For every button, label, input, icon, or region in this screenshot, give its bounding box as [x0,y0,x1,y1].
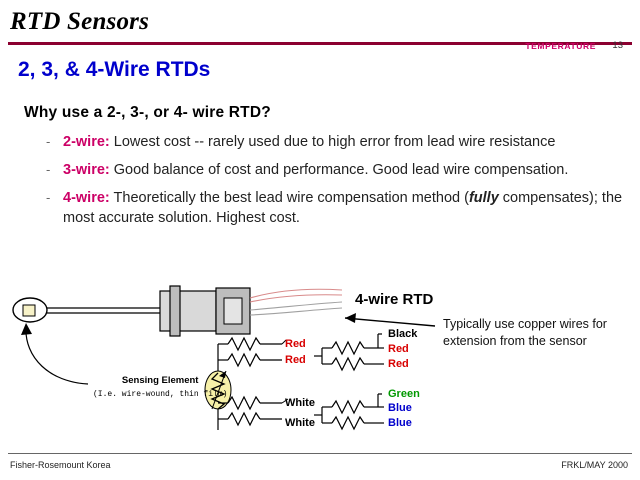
wire-label-red-3: Red [388,343,409,355]
slide-title: 2, 3, & 4-Wire RTDs [18,58,211,81]
list-item [46,188,626,228]
wire-label-green: Green [388,388,420,400]
callout-arrow-icon [345,313,356,323]
bullet-dash-icon: - [46,190,51,205]
bullet-emphasis: fully [468,190,499,206]
wire-label-white-2: White [285,417,315,429]
bullet-dash-icon: - [46,134,51,149]
wire-label-red-2: Red [285,354,306,366]
sensing-element-sublabel: (I.e. wire-wound, thin film) [93,390,228,399]
callout-body: Typically use copper wires for extension from the sensor [443,317,607,348]
bullet-lead: 2-wire: [63,134,110,150]
list-item [46,160,626,180]
slide-question: Why use a 2-, 3-, or 4- wire RTD? [24,104,271,121]
sensing-arrow-icon [21,323,32,335]
section-tag: TEMPERATURE [525,41,596,51]
bullet-text-before: Theoretically the best lead wire compensation method ( [109,190,469,206]
probe-housing-icon [160,291,216,331]
bullet-lead: 3-wire: [63,162,110,178]
bullet-text-after: compensates); the most accurate solution. Highest cost. [63,190,623,226]
wire-label-red-1: Red [285,338,306,350]
footer-divider [8,453,632,454]
wire-label-blue-1: Blue [388,402,412,414]
footer-right-text: FRKL/MAY 2000 [561,460,628,470]
list-item [46,132,626,152]
bullet-text: Lowest cost -- rarely used due to high error from lead wire resistance [109,134,556,150]
bullet-lead: 4-wire: [63,190,110,206]
wire-label-black: Black [388,328,418,340]
sensing-element-label: Sensing Element (I.e. wire-wound, thin film) [93,375,228,399]
page-number: 13 [612,40,623,51]
bullet-text: Good balance of cost and performance. Good lead wire compensation. [109,162,569,178]
diagram-svg [0,278,640,448]
page-title: RTD Sensors [10,8,150,35]
probe-head-window-icon [224,298,242,324]
wire-label-blue-2: Blue [388,417,412,429]
wire-label-red-4: Red [388,358,409,370]
rtd-wiring-diagram [0,278,640,448]
footer-left-text: Fisher-Rosemount Korea [10,460,111,470]
bullet-list [46,132,626,236]
probe-tip-inner-icon [23,305,35,316]
wire-label-white-1: White [285,397,315,409]
callout-title: 4-wire RTD [355,291,434,308]
bullet-dash-icon: - [46,162,51,177]
probe-collar-icon [170,286,180,336]
